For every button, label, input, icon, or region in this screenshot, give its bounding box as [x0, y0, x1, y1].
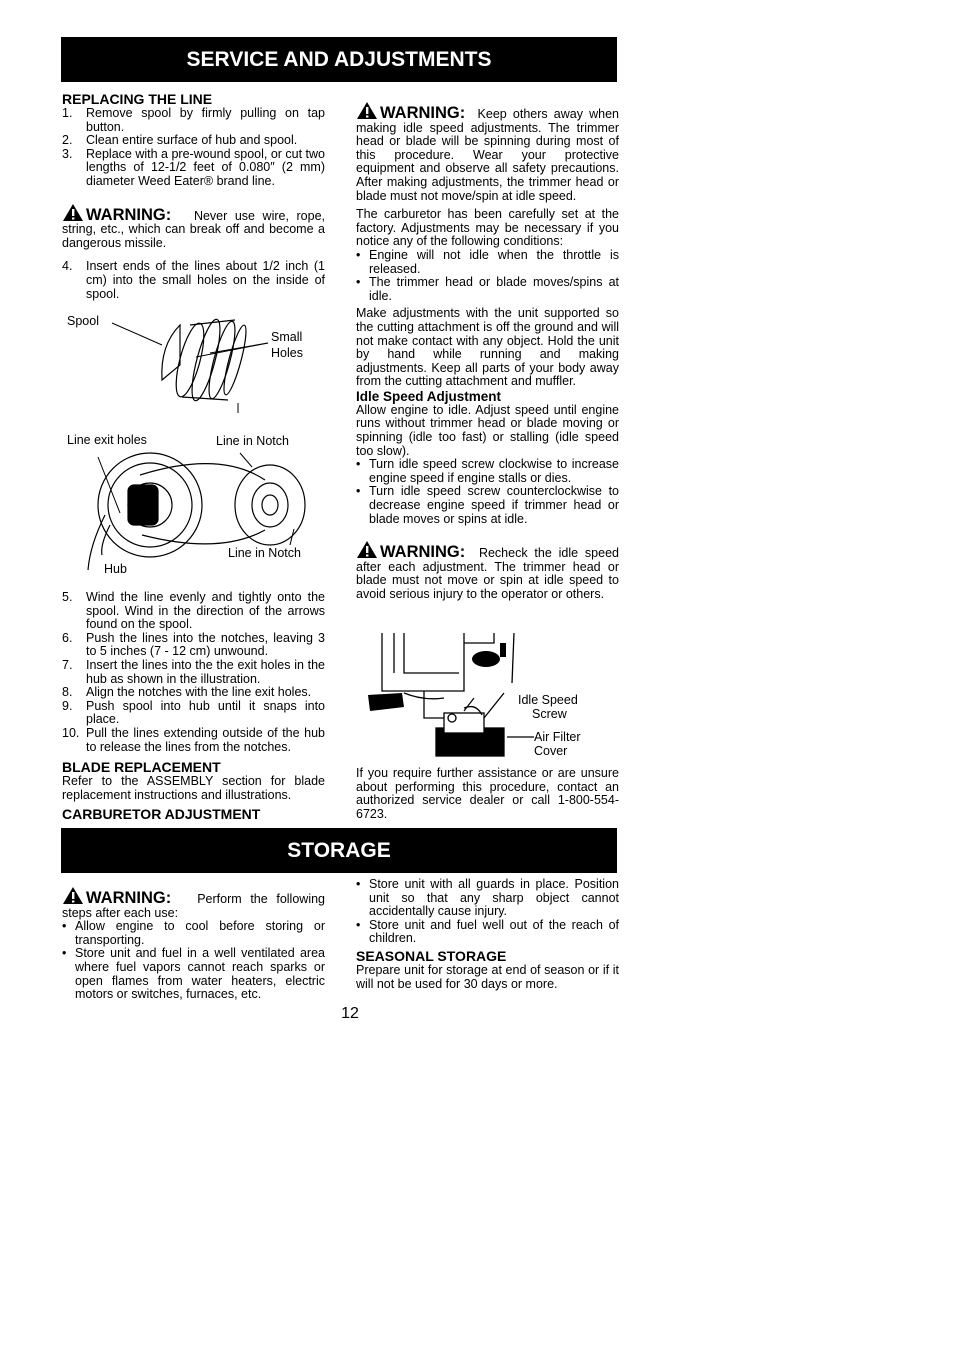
- replacing-title: REPLACING THE LINE: [62, 91, 213, 107]
- list-item: • Engine will not idle when the throttle is released.: [356, 249, 619, 276]
- list-item: 4. Insert ends of the lines about 1/2 inch (1 cm) into the small holes on the inside of spool.: [62, 259, 325, 301]
- warning-icon: [356, 101, 378, 120]
- idle-title: Idle Speed Adjustment: [356, 388, 502, 404]
- label-holes: Holes: [271, 346, 303, 360]
- list-item: • The trimmer head or blade moves/spins at idle.: [356, 276, 619, 303]
- steps-a: [62, 107, 325, 189]
- storage-left: [62, 886, 325, 1002]
- idle-text: Allow engine to idle. Adjust speed until engine runs without trimmer head or blade moving or spinning (idle too fast) or stalling (idle speed too slow).: [356, 402, 619, 458]
- list-item: 10. Pull the lines extending outside of the hub to release the lines from the notches.: [62, 725, 325, 754]
- fig1-leaders: [100, 315, 280, 365]
- list-item: 5. Wind the line evenly and tightly onto the spool. Wind in the direction of the arrows found on the spool.: [62, 590, 325, 632]
- carb-text: The carburetor has been carefully set at the factory. Adjustments may be necessary if you notice any of the following conditions:: [356, 207, 619, 249]
- list-item: • Store unit and fuel in a well ventilated area where fuel vapors cannot reach sparks or open flames from water heaters, electric motors or switches, furnaces, etc.: [62, 947, 325, 1001]
- storage-warning: WARNING: Perform the following steps after each use:: [62, 886, 325, 920]
- list-item: • Store unit with all guards in place. Position unit so that any sharp object cannot accidentally cause injury.: [356, 878, 619, 919]
- support-text: Make adjustments with the unit supported so the cutting attachment is off the ground and will not make contact with any object. Hold the unit by hand while running and making adjustments. Keep all parts of your body away from the cutting attachment and muffler.: [356, 306, 619, 389]
- storage-left-bullets: [62, 920, 325, 1002]
- label-small: Small: [271, 330, 303, 344]
- label-line-exit-holes: Line exit holes: [67, 433, 147, 447]
- seasonal-title: SEASONAL STORAGE: [356, 947, 507, 964]
- assist-text: If you require further assistance or are unsure about performing this procedure, contact an authorized service dealer or call 1-800-554-6723.: [356, 766, 619, 821]
- idle-bullets: [356, 458, 619, 526]
- seasonal-text: Prepare unit for storage at end of season or if it will not be used for 30 days or more.: [356, 962, 619, 991]
- page-number: 12: [341, 1005, 359, 1022]
- warning-icon: [356, 540, 378, 559]
- carb-title: CARBURETOR ADJUSTMENT: [62, 806, 261, 823]
- assist-block: [356, 767, 619, 821]
- label-hub: Hub: [104, 562, 127, 576]
- list-item: 7. Insert the lines into the the exit holes in the hub as shown in the illustration.: [62, 657, 325, 686]
- carburetor-illustration: [364, 633, 534, 761]
- storage-banner: STORAGE: [61, 828, 617, 873]
- storage-right-bullets: [356, 878, 619, 946]
- warning-line-left: WARNING: Never use wire, rope, string, etc., which can break off and become a dangerous missile.: [62, 203, 325, 251]
- list-item: • Store unit and fuel well out of the reach of children.: [356, 919, 619, 946]
- label-air-filter: Air Filter: [534, 730, 581, 744]
- label-line-in-notch-bottom: Line in Notch: [228, 546, 301, 560]
- list-item: 6. Push the lines into the notches, leaving 3 to 5 inches (7 - 12 cm) unwound.: [62, 630, 325, 659]
- label-idle-speed: Idle Speed: [518, 693, 578, 707]
- step-4: [62, 260, 325, 301]
- warning-line-right-2: WARNING: Recheck the idle speed after each adjustment. The trimmer head or blade must not move or spin at idle speed to avoid serious injury to the operator or others.: [356, 540, 619, 601]
- storage-right: [356, 878, 619, 991]
- warning-icon: [62, 886, 84, 905]
- label-spool: Spool: [67, 314, 99, 328]
- left-column-bottom: [62, 591, 325, 822]
- list-item: 1. Remove spool by firmly pulling on tap button.: [62, 106, 325, 134]
- conditions-list: [356, 249, 619, 303]
- warning-line-right-1: WARNING: Keep others away when making idle speed adjustments. The trimmer head or blade will be spinning during most of this procedure. Wear your protective equipment and observe all safety precautions. After making adjustments, the trimmer head or blade must not move/spin at idle speed.: [356, 101, 619, 203]
- steps-b: [62, 591, 325, 754]
- label-line-in-notch-top: Line in Notch: [216, 434, 289, 448]
- list-item: 2. Clean entire surface of hub and spool.: [62, 133, 298, 148]
- label-screw: Screw: [532, 707, 567, 721]
- left-column-top: [62, 91, 325, 301]
- list-item: 9. Push spool into hub until it snaps into place.: [62, 698, 325, 727]
- blade-text: Refer to the ASSEMBLY section for blade replacement instructions and illustrations.: [62, 774, 325, 802]
- service-banner: SERVICE AND ADJUSTMENTS: [61, 37, 617, 82]
- list-item: 8. Align the notches with the line exit holes.: [62, 685, 312, 700]
- list-item: • Allow engine to cool before storing or transporting.: [62, 920, 325, 947]
- list-item: 3. Replace with a pre-wound spool, or cut two lengths of 12-1/2 feet of 0.080″ (2 mm) diameter Weed Eater® brand line.: [62, 146, 326, 188]
- list-item: • Turn idle speed screw clockwise to increase engine speed if engine stalls or dies.: [356, 458, 619, 485]
- blade-title: BLADE REPLACEMENT: [62, 759, 221, 776]
- label-cover: Cover: [534, 744, 568, 758]
- right-column: [356, 101, 619, 602]
- warning-icon: [62, 203, 84, 222]
- list-item: • Turn idle speed screw counterclockwise to decrease engine speed if trimmer head or blade moves or spins at idle.: [356, 485, 619, 526]
